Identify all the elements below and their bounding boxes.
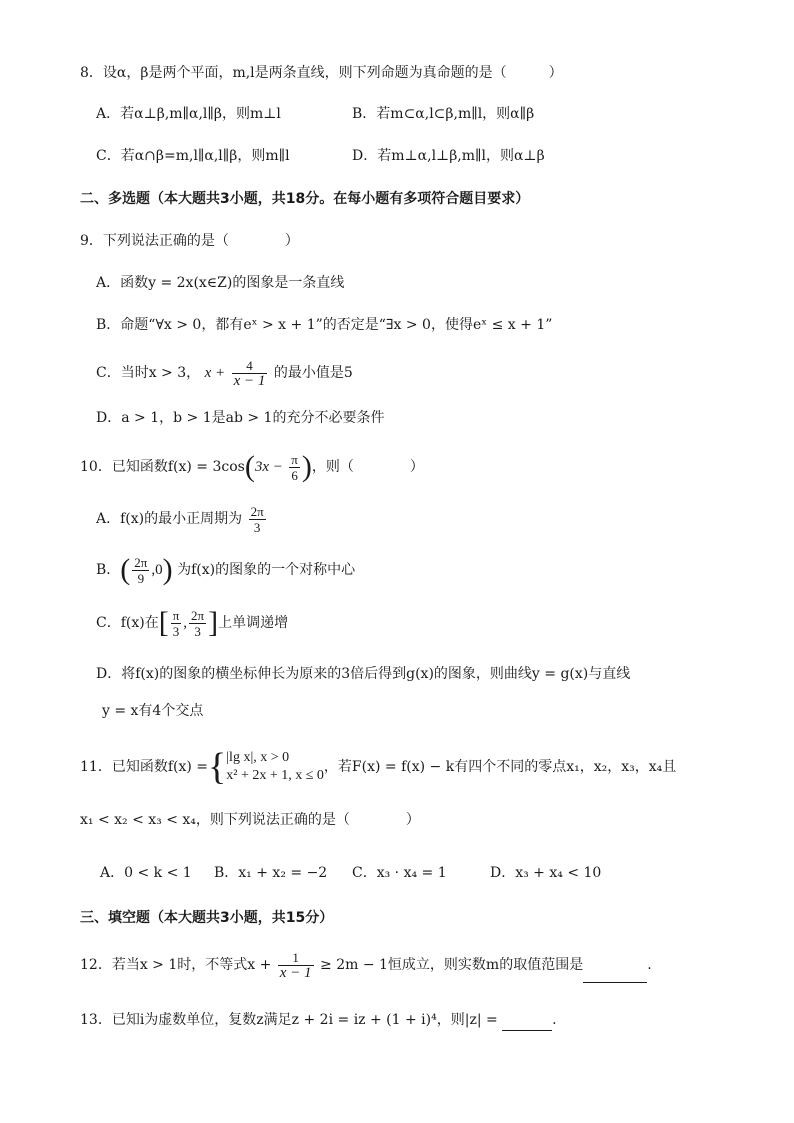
q12-end: .	[647, 957, 652, 973]
q11-stem	[80, 746, 676, 788]
q9-option-d: D．a > 1，b > 1是ab > 1的充分不必要条件	[96, 410, 385, 426]
q13-answer-blank[interactable]	[502, 1010, 552, 1031]
q10-stem-fraction	[289, 452, 300, 483]
q11-option-b: B．x₁ + x₂ = −2	[214, 865, 328, 881]
q10-stem-prefix: 10．已知函数f(x) = 3cos	[80, 459, 245, 475]
q9-option-c-fraction	[232, 358, 268, 389]
q9-option-b: B．命题“∀x > 0，都有eˣ > x + 1”的否定是“∃x > 0，使得eˣ ≤ x + 1”	[96, 317, 553, 333]
q10-option-d-line-2: y = x有4个交点	[102, 703, 204, 719]
q12	[80, 948, 652, 983]
fraction-numerator: 2π	[250, 503, 264, 519]
paren-left: (	[244, 450, 255, 483]
q11-case-2: x² + 2x + 1, x ≤ 0	[226, 768, 324, 783]
q10-option-d-line-1: D．将f(x)的图象的横坐标伸长为原来的3倍后得到g(x)的图象，则曲线y = g(x)与直线	[96, 666, 631, 682]
fraction-denominator: 6	[291, 467, 298, 483]
q12-prefix: 12．若当x > 1时，不等式x +	[80, 957, 272, 973]
q8-option-b: B．若m⊂α,l⊂β,m∥l，则α∥β	[352, 106, 535, 122]
fraction-numerator: 1	[278, 950, 314, 966]
fraction-denominator: 3	[194, 623, 201, 639]
paren-left: (	[120, 553, 131, 586]
q10-stem-arg: 3x −	[254, 459, 283, 475]
q10-option-c	[96, 606, 288, 640]
q10-option-b-text: 为f(x)的图象的一个对称中心	[177, 562, 356, 578]
fraction-numerator: 2π	[134, 554, 148, 570]
q11-option-a: A．0 < k < 1	[100, 865, 192, 881]
q11-option-d: D．x₃ + x₄ < 10	[490, 865, 602, 881]
q10-option-b-label: B．	[96, 562, 121, 578]
q13-text: 13．已知i为虚数单位，复数z满足z + 2i = iz + (1 + i)⁴，则|z| =	[80, 1012, 498, 1028]
fraction-denominator: 3	[253, 519, 261, 535]
q8-option-d: D．若m⊥α,l⊥β,m∥l，则α⊥β	[352, 148, 545, 164]
q9-option-c-prefix: C．当时x > 3，	[96, 365, 201, 381]
q11-piecewise	[226, 749, 324, 785]
q12-answer-blank[interactable]	[583, 948, 647, 983]
q11-stem-suffix: ，若F(x) = f(x) − k有四个不同的零点x₁，x₂，x₃，x₄且	[323, 759, 677, 775]
fraction-numerator: 2π	[191, 607, 205, 623]
q9-stem: 9．下列说法正确的是（ ）	[80, 233, 299, 249]
q11-stem-line-2: x₁ < x₂ < x₃ < x₄，则下列说法正确的是（ ）	[80, 812, 420, 828]
q10-option-a-text: A．f(x)的最小正周期为	[96, 511, 243, 527]
q12-fraction	[278, 950, 314, 981]
fraction-denominator: 9	[137, 570, 145, 586]
q10-option-c-fraction-1	[171, 608, 182, 639]
q12-suffix: ≥ 2m − 1恒成立，则实数m的取值范围是	[320, 957, 584, 973]
fraction-denominator: x − 1	[233, 372, 266, 389]
section-fill-in-heading: 三、填空题（本大题共3小题，共15分）	[80, 910, 334, 926]
bracket-right: ]	[208, 606, 219, 639]
q11-option-c: C．x₃ · x₄ = 1	[352, 865, 447, 881]
fraction-numerator: 4	[232, 358, 268, 374]
q10-option-c-suffix: 上单调递增	[218, 615, 289, 631]
q10-stem-suffix: ，则（ ）	[311, 459, 424, 475]
fraction-denominator: 3	[172, 623, 180, 639]
fraction-denominator: x − 1	[279, 964, 312, 981]
paren-right: )	[162, 553, 173, 586]
section-multi-choice-heading: 二、多选题（本大题共3小题，共18分。在每小题有多项符合题目要求）	[80, 191, 530, 207]
q13	[80, 1010, 557, 1031]
q10-option-c-fraction-2	[189, 608, 206, 639]
q8-option-c: C．若α∩β=m,l∥α,l∥β，则m∥l	[96, 148, 290, 164]
q8-option-a: A．若α⊥β,m∥α,l∥β，则m⊥l	[96, 106, 281, 122]
q10-option-b-zero: ,0	[151, 562, 163, 578]
q10-stem	[80, 450, 424, 484]
q10-option-a	[96, 502, 268, 536]
q8-stem: 8．设α，β是两个平面，m,l是两条直线，则下列命题为真命题的是（ ）	[80, 65, 563, 81]
q10-option-b-fraction	[132, 555, 149, 586]
q13-end: .	[552, 1012, 557, 1028]
fraction-numerator: π	[172, 607, 180, 623]
paren-right: )	[301, 450, 312, 483]
q9-option-c	[96, 356, 353, 390]
q9-option-c-suffix: 的最小值是5	[273, 365, 353, 381]
q10-option-b	[96, 553, 355, 587]
q11-case-1: |lg x|, x > 0	[226, 750, 290, 765]
brace-icon: {	[208, 746, 227, 788]
q9-option-a: A．函数y = 2x(x∈Z)的图象是一条直线	[96, 275, 345, 291]
q11-stem-prefix: 11．已知函数f(x) =	[80, 759, 208, 775]
q10-option-a-fraction	[249, 504, 266, 535]
q10-option-c-prefix: C．f(x)在	[96, 615, 159, 631]
comma: ,	[183, 615, 188, 631]
fraction-numerator: π	[291, 451, 298, 467]
bracket-left: [	[158, 606, 169, 639]
q9-option-c-x: x +	[204, 365, 226, 381]
